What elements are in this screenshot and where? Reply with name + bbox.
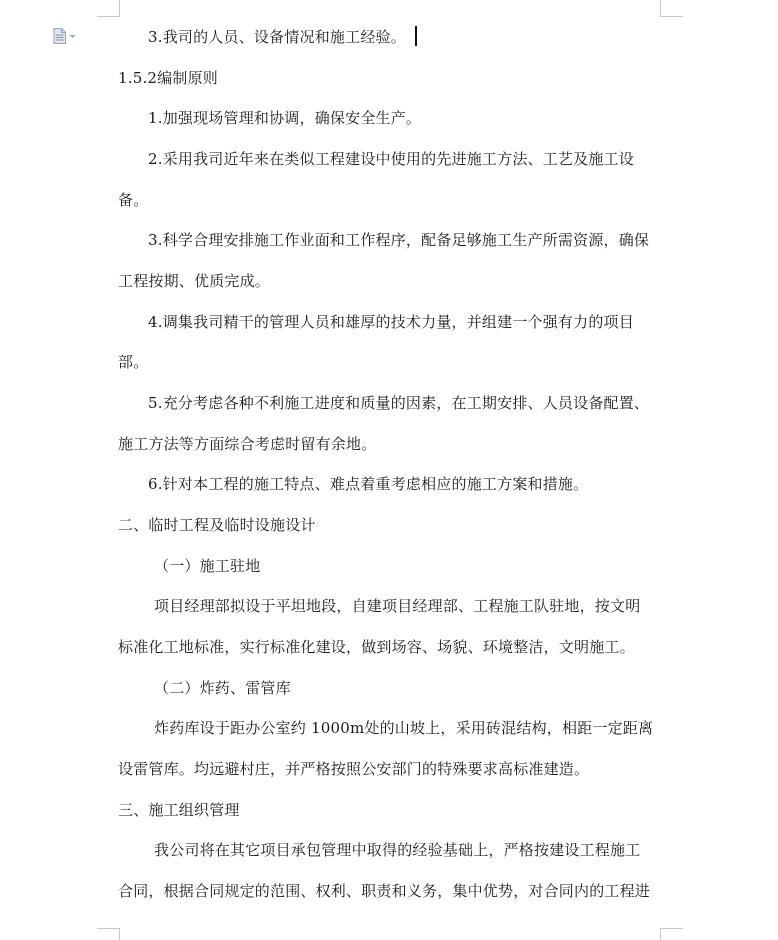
paragraph-line-3: 2.采用我司近年来在类似工程建设中使用的先进施工方法、工艺及施工设 [148,150,634,168]
chevron-down-icon [69,34,76,39]
paragraph-line-17: 合同，根据合同规定的范围、权利、职责和义务，集中优势，对合同内的工程进 [118,882,651,900]
paragraph-line-7: 4.调集我司精干的管理人员和雄厚的技术力量，并组建一个强有力的项目 [148,313,634,331]
subsection-heading-2: （二）炸药、雷管库 [154,679,291,697]
paragraph-line-4: 备。 [118,191,149,209]
page-corner-mark-bottom-right [660,928,683,940]
paragraph-line-11: 6.针对本工程的施工特点、难点着重考虑相应的施工方案和措施。 [148,475,589,493]
subsection-heading-1: （一）施工驻地 [154,557,261,575]
paragraph-line-1: 3.我司的人员、设备情况和施工经验。 [148,28,406,46]
section-heading-1-5-2: 1.5.2编制原则 [118,69,218,87]
paragraph-line-2: 1.加强现场管理和协调，确保安全生产。 [148,109,422,127]
paragraph-line-12: 项目经理部拟设于平坦地段，自建项目经理部、工程施工队驻地，按文明 [154,597,641,615]
paragraph-line-15: 设雷管库。均远避村庄，并严格按照公安部门的特殊要求高标准建造。 [118,760,590,778]
paragraph-line-13: 标准化工地标准，实行标准化建设，做到场容、场貌、环境整洁，文明施工。 [118,638,635,656]
page-corner-mark-bottom-left [97,928,120,940]
document-icon [53,28,66,44]
paragraph-line-16: 我公司将在其它项目承包管理中取得的经验基础上，严格按建设工程施工 [154,841,641,859]
paragraph-line-9: 5.充分考虑各种不利施工进度和质量的因素，在工期安排、人员设备配置、 [148,394,650,412]
page-corner-mark-top-left [97,0,120,17]
paragraph-options-button[interactable] [53,28,81,44]
paragraph-line-5: 3.科学合理安排施工作业面和工作程序，配备足够施工生产所需资源，确保 [148,231,650,249]
page-corner-mark-top-right [660,0,683,17]
section-heading-2: 二、临时工程及临时设施设计 [118,516,316,534]
paragraph-line-6: 工程按期、优质完成。 [118,272,271,290]
section-heading-3: 三、施工组织管理 [118,801,240,819]
paragraph-line-8: 部。 [118,353,149,371]
paragraph-line-14: 炸药库设于距办公室约 1000m处的山坡上，采用砖混结构，相距一定距离 [154,719,654,737]
paragraph-line-10: 施工方法等方面综合考虑时留有余地。 [118,435,377,453]
